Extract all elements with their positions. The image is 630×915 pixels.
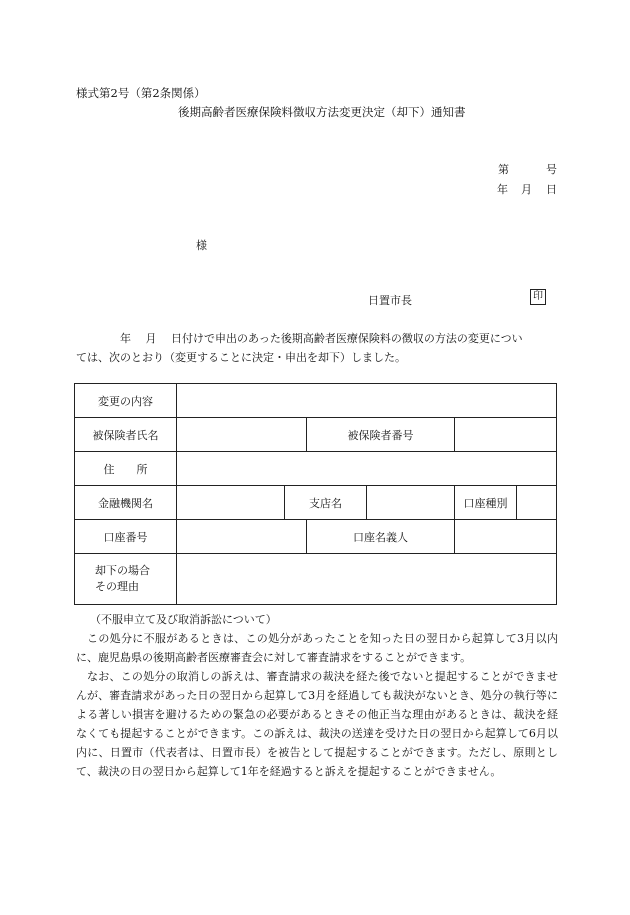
reject-reason-label-line1: 却下の場合 (95, 564, 150, 577)
date-day: 日 (546, 183, 557, 196)
insured-number-field[interactable] (455, 418, 557, 452)
insured-name-field[interactable] (177, 418, 307, 452)
document-title: 後期高齢者医療保険料徴収方法変更決定（却下）通知書 (178, 105, 466, 119)
account-number-label: 口座番号 (75, 520, 177, 554)
date-year: 年 (497, 183, 508, 196)
appeal-heading: （不服申立て及び取消訴訟について） (90, 613, 277, 626)
reject-reason-field[interactable] (177, 554, 557, 605)
appeal-notice (76, 610, 558, 781)
intro-text (76, 329, 556, 367)
bank-name-label: 金融機関名 (75, 486, 177, 520)
reject-reason-label (75, 554, 177, 605)
seal-stamp: 印 (530, 289, 546, 305)
insured-number-label: 被保険者番号 (307, 418, 455, 452)
address-field[interactable] (177, 452, 557, 486)
address-label: 住 所 (75, 452, 177, 486)
doc-number-label: 第 (498, 163, 509, 176)
bank-name-field[interactable] (177, 486, 285, 520)
appeal-paragraph-2: なお、この処分の取消しの訴えは、審査請求の裁決を経た後でないと提起することができませんが、審査請求があった日の翌日から起算して3月を経過しても裁決がないとき、処分の執行等による著しい損害を避けるための緊急の必要があるときその他正当な理由があるときは、裁決を経なくても提起することができます。この訴えは、裁決の送達を受けた日の翌日から起算して6月以内に、日置市（代表者は、日置市長）を被告として提起することができます。ただし、原則として、裁決の日の翌日から起算して1年を経過すると訴えを提起することができません。 (76, 670, 558, 778)
intro-line2: ては、次のとおり（変更することに決定・申出を却下）しました。 (76, 351, 406, 364)
reject-reason-label-line2: その理由 (95, 580, 139, 593)
branch-name-label: 支店名 (285, 486, 367, 520)
doc-number-suffix: 号 (546, 163, 557, 176)
insured-name-label: 被保険者氏名 (75, 418, 177, 452)
account-number-field[interactable] (177, 520, 307, 554)
account-holder-label: 口座名義人 (307, 520, 455, 554)
account-holder-field[interactable] (455, 520, 557, 554)
change-content-field[interactable] (177, 384, 557, 418)
branch-name-field[interactable] (367, 486, 455, 520)
issuer-name: 日置市長 (368, 294, 412, 307)
change-content-label: 変更の内容 (75, 384, 177, 418)
appeal-paragraph-1: この処分に不服があるときは、この処分があったことを知った日の翌日から起算して3月以内に、鹿児島県の後期高齢者医療審査会に対して審査請求をすることができます。 (76, 632, 558, 664)
intro-line1: 年 月 日付けで申出のあった後期高齢者医療保険料の徴収の方法の変更につい (120, 332, 523, 345)
date-month: 月 (521, 183, 532, 196)
info-table (74, 383, 557, 605)
account-type-field[interactable] (517, 486, 557, 520)
recipient-honorific: 様 (196, 239, 207, 252)
form-number: 様式第2号（第2条関係） (76, 86, 206, 100)
account-type-label: 口座種別 (455, 486, 517, 520)
